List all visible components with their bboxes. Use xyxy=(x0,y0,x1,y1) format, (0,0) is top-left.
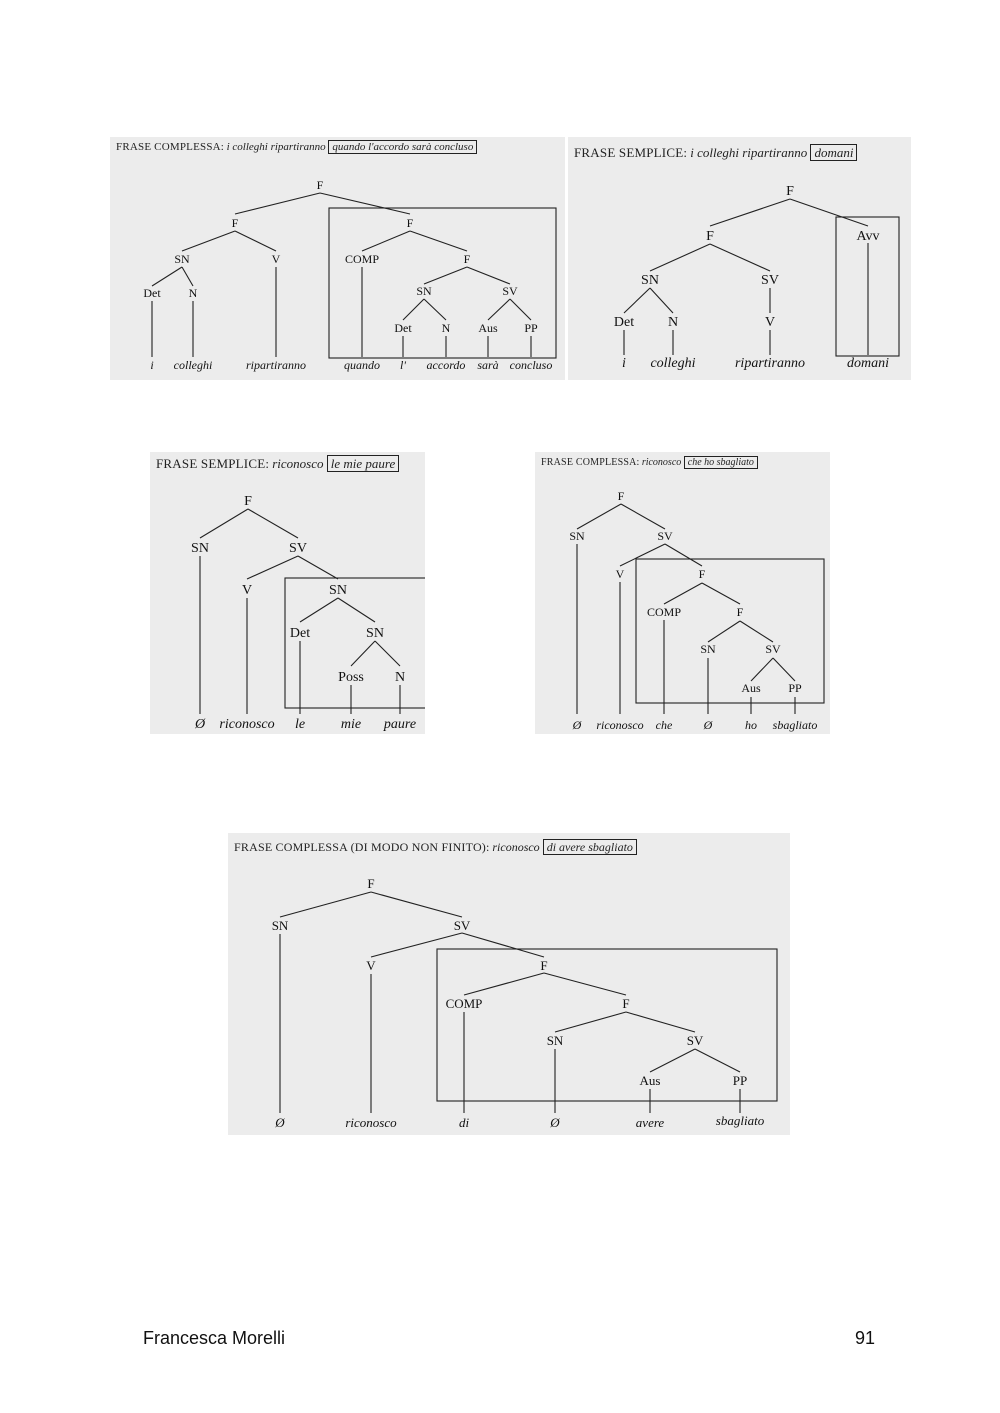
leaf-word: paure xyxy=(383,717,417,732)
diagram-title: FRASE COMPLESSA: riconosco che ho sbagliato xyxy=(541,457,758,468)
leaf-word: colleghi xyxy=(650,356,696,371)
node-SV: SV xyxy=(686,1033,704,1048)
leaf-word: accordo xyxy=(426,358,466,372)
node-SV: SV xyxy=(289,541,307,556)
node-SN: SN xyxy=(700,642,716,656)
node-SN: SN xyxy=(366,626,384,641)
node-Det: Det xyxy=(613,315,635,330)
leaf-word: le xyxy=(294,717,306,732)
node-F: F xyxy=(736,605,744,619)
tree-diagram-3 xyxy=(150,452,425,734)
node-F: F xyxy=(706,229,714,244)
node-Det: Det xyxy=(143,286,161,300)
leaf-word: ripartiranno xyxy=(734,356,806,371)
diagram-title: FRASE COMPLESSA: i colleghi ripartiranno quando l'accordo sarà concluso xyxy=(116,141,477,153)
node-SN: SN xyxy=(329,583,347,598)
leaf-word: colleghi xyxy=(173,358,213,372)
leaf-word: mie xyxy=(340,717,362,732)
node-Aus: Aus xyxy=(478,321,498,335)
node-F: F xyxy=(367,876,375,891)
tree-svg xyxy=(535,452,830,734)
node-N: N xyxy=(441,321,451,335)
leaf-word: ripartiranno xyxy=(245,358,307,372)
node-SN: SN xyxy=(191,541,209,556)
node-F: F xyxy=(540,958,548,973)
tree-diagram-4 xyxy=(535,452,830,734)
tree-edges xyxy=(200,509,400,714)
node-SN: SN xyxy=(641,273,659,288)
clause-box xyxy=(329,208,556,358)
node-V: V xyxy=(271,252,281,266)
node-Det: Det xyxy=(394,321,412,335)
node-V: V xyxy=(615,567,625,581)
boxed-clause: quando l'accordo sarà concluso xyxy=(328,140,477,154)
tree-edges xyxy=(280,892,740,1113)
leaf-word: di xyxy=(458,1115,470,1130)
node-Aus: Aus xyxy=(639,1073,661,1088)
node-V: V xyxy=(241,583,253,598)
node-F: F xyxy=(463,252,471,266)
tree-svg xyxy=(110,137,565,380)
node-F: F xyxy=(406,216,414,230)
tree-edges xyxy=(624,199,868,355)
node-SV: SV xyxy=(765,642,781,656)
node-N: N xyxy=(394,670,406,685)
node-SV: SV xyxy=(761,273,779,288)
boxed-clause: le mie paure xyxy=(327,455,400,472)
node-COMP: COMP xyxy=(646,605,682,619)
node-Aus: Aus xyxy=(741,681,761,695)
node-F: F xyxy=(244,494,252,509)
node-F: F xyxy=(231,216,239,230)
node-PP: PP xyxy=(732,1073,748,1088)
page-number: 91 xyxy=(855,1328,876,1348)
leaf-word: ho xyxy=(745,718,757,732)
leaf-word: Ø xyxy=(703,718,713,732)
leaf-word: i xyxy=(622,356,626,371)
tree-diagram-5 xyxy=(228,833,790,1135)
node-F: F xyxy=(617,489,625,503)
node-SV: SV xyxy=(502,284,518,298)
leaf-word: Ø xyxy=(194,717,206,732)
node-SN: SN xyxy=(174,252,190,266)
diagram-title: FRASE COMPLESSA (DI MODO NON FINITO): riconosco di avere sbagliato xyxy=(234,840,637,855)
node-Poss: Poss xyxy=(338,670,364,685)
node-F: F xyxy=(622,996,630,1011)
node-SN: SN xyxy=(569,529,585,543)
node-F: F xyxy=(786,184,794,199)
leaf-word: riconosco xyxy=(596,718,644,732)
leaf-word: riconosco xyxy=(345,1115,397,1130)
leaf-word: riconosco xyxy=(219,717,275,732)
leaf-word: avere xyxy=(635,1115,665,1130)
tree-svg xyxy=(150,452,425,734)
leaf-word: sbagliato xyxy=(772,718,818,732)
tree-svg xyxy=(228,833,790,1135)
node-V: V xyxy=(764,315,776,330)
node-Det: Det xyxy=(289,626,311,641)
leaf-word: sarà xyxy=(477,358,499,372)
diagram-title: FRASE SEMPLICE: i colleghi ripartiranno domani xyxy=(574,145,857,161)
leaf-word: Ø xyxy=(572,718,582,732)
node-F: F xyxy=(316,178,324,192)
boxed-clause: domani xyxy=(810,144,857,161)
tree-diagram-2 xyxy=(568,137,911,380)
node-F: F xyxy=(698,567,706,581)
leaf-word: Ø xyxy=(275,1115,285,1130)
leaf-word: Ø xyxy=(550,1115,560,1130)
node-PP: PP xyxy=(524,321,538,335)
node-N: N xyxy=(667,315,679,330)
node-Avv: Avv xyxy=(856,229,880,244)
clause-box xyxy=(285,578,425,708)
diagram-title: FRASE SEMPLICE: riconosco le mie paure xyxy=(156,456,399,472)
node-SV: SV xyxy=(657,529,673,543)
tree-svg xyxy=(568,137,911,380)
tree-edges xyxy=(152,193,531,357)
node-PP: PP xyxy=(788,681,802,695)
leaf-word: i xyxy=(150,358,154,372)
leaf-word: domani xyxy=(847,356,889,371)
clause-box xyxy=(437,949,777,1101)
footer-author: Francesca Morelli xyxy=(143,1328,286,1348)
tree-diagram-1 xyxy=(110,137,565,380)
boxed-clause: che ho sbagliato xyxy=(684,456,758,469)
node-COMP: COMP xyxy=(445,996,483,1011)
node-SN: SN xyxy=(546,1033,564,1048)
leaf-word: sbagliato xyxy=(715,1113,765,1128)
leaf-word: quando xyxy=(344,358,380,372)
node-V: V xyxy=(366,958,376,973)
node-N: N xyxy=(188,286,198,300)
node-SN: SN xyxy=(416,284,432,298)
leaf-word: l' xyxy=(400,358,406,372)
node-COMP: COMP xyxy=(344,252,380,266)
boxed-clause: di avere sbagliato xyxy=(543,839,637,855)
node-SN: SN xyxy=(271,918,289,933)
leaf-word: che xyxy=(655,718,673,732)
leaf-word: concluso xyxy=(509,358,553,372)
node-SV: SV xyxy=(453,918,471,933)
tree-edges xyxy=(577,504,795,714)
